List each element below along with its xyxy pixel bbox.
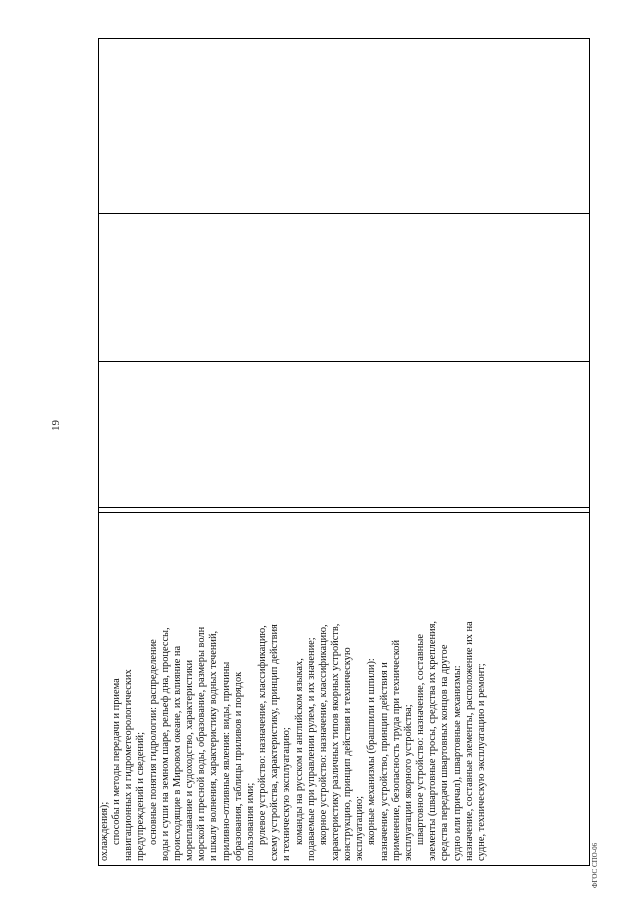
content-line: рулевое устройство: назначение, классификацию, [257,625,269,845]
content-line: способы и методы передачи и приема [111,678,123,845]
content-line: приливно-отливные явления: виды, причины [220,661,232,861]
content-line: охлаждения); [99,801,110,861]
empty-column-2 [99,213,589,361]
footer-code: ФГОС СПО-06 [591,842,599,888]
content-line: судно или причал), швартовные механизмы: [451,665,463,861]
content-line: судне, техническую эксплуатацию и ремонт; [475,663,487,861]
content-line: элементы (швартовные тросы, средства их крепления, [427,621,439,861]
content-line: предупреждений и сведений; [135,732,147,861]
curriculum-table [98,38,590,866]
content-line: мореплавание и судоходство, характеристики [184,659,196,861]
content-line: образования, таблицы приливов и порядок [232,671,244,861]
content-line: конструкцию, принцип действия и техническую [342,647,354,861]
content-line: команды на русском и английском языках, [293,658,305,845]
content-line: эксплуатацию; [354,795,366,861]
content-line: морской и пресной воды, образование, размеры волн [196,626,208,861]
content-line: назначение, составные элементы, расположение их на [463,621,475,861]
content-line: пользования ими; [244,782,256,861]
empty-column-3 [99,38,589,213]
content-line: якорные механизмы (брашпили и шпили): [366,658,378,845]
content-line: назначение, устройство, принцип действия и [378,662,390,861]
content-line: характеристику различных типов якорных устройств, [329,623,341,861]
content-line: применение, безопасность труда при технической [390,639,402,861]
content-line: происходящие в Мировом океане, их влияние на [171,645,183,861]
content-line: основные понятия гидрологии: распределение [147,639,159,845]
content-line: подаваемые при управлении рулем, и их значение; [305,637,317,861]
content-line: якорное устройство: назначение, классификацию, [317,624,329,845]
content-line: навигационных и гидрометеорологических [123,669,135,861]
content-line: средства передачи швартовных концов на другое [439,644,451,861]
content-line: схему устройства, характеристику, принцип действия [269,624,281,861]
content-line: и техническую эксплуатацию; [281,727,293,861]
page-number: 19 [50,420,62,431]
content-line: и шкалу волнения, характеристику водных течений, [208,630,220,861]
content-line: швартовное устройство: назначение, составные [415,634,427,845]
content-text [99,515,488,861]
content-column [99,512,589,865]
content-line: воды и суши на земном шаре, рельеф дна, процессы, [159,627,171,861]
content-line: эксплуатации якорного устройства; [402,704,414,861]
narrow-column [99,507,589,512]
empty-column-1 [99,361,589,507]
table-body [98,38,590,866]
